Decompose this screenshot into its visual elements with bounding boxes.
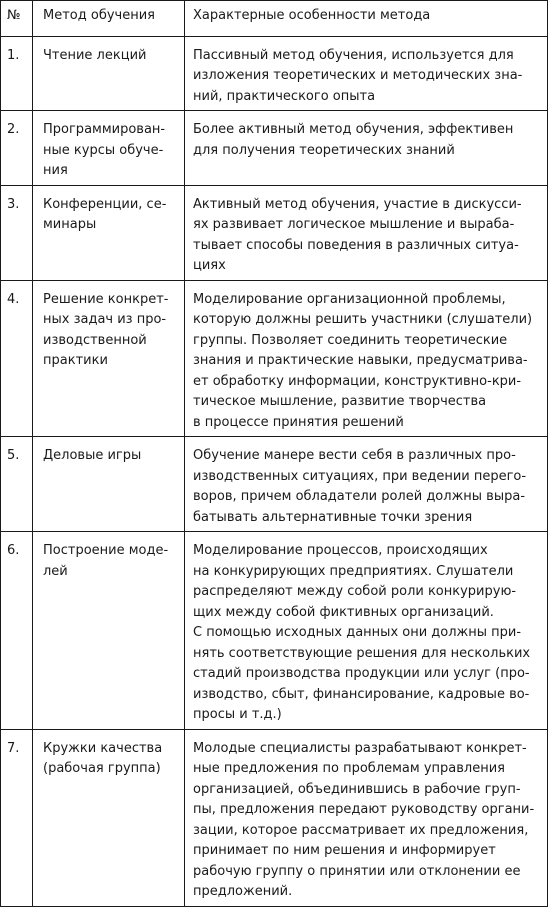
method-features-line: батывать альтернативные точки зрения xyxy=(193,509,473,525)
method-name-line: Построение моде- xyxy=(43,543,169,558)
method-features-line: стадий производства продукции или услуг (про- xyxy=(193,666,530,681)
header-method: Метод обучения xyxy=(33,1,185,37)
header-features: Характерные особенности метода xyxy=(185,1,548,37)
method-features xyxy=(185,280,548,437)
method-features-line: рабочую группу о принятии или отклонении ее xyxy=(193,863,521,879)
method-features-line: ет обработку информации, конструктивно-кри- xyxy=(193,373,522,389)
method-features xyxy=(185,729,548,906)
table-row xyxy=(1,111,548,186)
row-number: 1. xyxy=(1,36,33,111)
row-number: 2. xyxy=(1,111,33,186)
method-features-line: ях развивает логическое мышление и выраба- xyxy=(193,217,515,232)
method-features xyxy=(185,36,548,111)
method-features-line: зации, которое рассматривает их предложения, xyxy=(193,822,529,838)
method-features-line: воров, причем обладатели ролей должны выра- xyxy=(193,489,526,504)
method-name xyxy=(33,280,185,437)
method-name-line: Решение конкрет- xyxy=(43,291,169,307)
method-name xyxy=(33,111,185,186)
row-number: 6. xyxy=(1,532,33,730)
method-features-line: предложений. xyxy=(193,884,293,899)
row-number: 4. xyxy=(1,280,33,437)
method-name xyxy=(33,185,185,280)
method-features-line: просы и т.д.) xyxy=(193,707,282,722)
table-row xyxy=(1,185,548,280)
method-features-line: Более активный метод обучения, эффективен xyxy=(193,122,514,137)
method-name-line: ных задач из про- xyxy=(43,312,167,327)
method-name-line: ные курсы обуче- xyxy=(43,142,164,158)
table-row xyxy=(1,729,548,906)
method-features-line: пы, предложения передают руководству органи- xyxy=(193,802,535,817)
method-name-line: (рабочая группа) xyxy=(43,761,161,776)
method-features-line: ные предложения по проблемам управления xyxy=(193,761,505,776)
method-name-line: Программирован- xyxy=(43,122,166,137)
method-name xyxy=(33,36,185,111)
method-features-line: принимает по ним решения и информирует xyxy=(193,843,496,858)
table-body xyxy=(1,36,548,906)
method-name-line: Кружки качества xyxy=(43,740,163,756)
method-features-line: Моделирование процессов, происходящих xyxy=(193,543,488,558)
row-number: 7. xyxy=(1,729,33,906)
method-name xyxy=(33,729,185,906)
method-features-line: Активный метод обучения, участие в дискусси- xyxy=(193,196,522,212)
table-row xyxy=(1,280,548,437)
table-row xyxy=(1,532,548,730)
method-features-line: циях xyxy=(193,258,226,273)
method-features-line: распределяют между собой роли конкурирую- xyxy=(193,584,517,599)
method-name-line: практики xyxy=(43,353,108,368)
method-features-line: изводственных ситуациях, при ведении перего- xyxy=(193,468,527,484)
method-features-line: изложения теоретических и методических зна- xyxy=(193,68,523,83)
method-features-line: в процессе принятия решений xyxy=(193,414,404,430)
method-name xyxy=(33,437,185,532)
method-features xyxy=(185,185,548,280)
method-name-line: изводственной xyxy=(43,332,147,348)
method-features-line: тическое мышление, развитие творчества xyxy=(193,394,487,409)
method-features-line: щих между собой фиктивных организаций. xyxy=(193,604,494,620)
method-name xyxy=(33,532,185,730)
method-name-line: Чтение лекций xyxy=(43,47,147,63)
method-features-line: изводство, сбыт, финансирование, кадровые во- xyxy=(193,686,530,702)
method-features-line: Моделирование организационной проблемы, xyxy=(193,291,506,307)
table-row xyxy=(1,36,548,111)
method-name-line: минары xyxy=(43,217,97,232)
method-features-line: знания и практические навыки, предусматрива- xyxy=(193,353,528,368)
method-features xyxy=(185,111,548,186)
method-features-line: тывает способы поведения в различных ситуа- xyxy=(193,237,519,253)
method-name-line: Конференции, се- xyxy=(43,196,167,212)
method-features-line: которую должны решить участники (слушатели) xyxy=(193,312,533,327)
method-features-line: Пассивный метод обучения, используется для xyxy=(193,47,514,63)
method-name-line: ния xyxy=(43,163,68,178)
row-number: 5. xyxy=(1,437,33,532)
method-features-line: Молодые специалисты разрабатывают конкрет- xyxy=(193,740,527,756)
header-number: № xyxy=(1,1,33,37)
method-features-line: на конкурирующих предприятиях. Слушатели xyxy=(193,563,514,579)
method-name-line: лей xyxy=(43,563,68,579)
method-features-line: Обучение манере вести себя в различных про- xyxy=(193,448,516,463)
method-name-line: Деловые игры xyxy=(43,448,142,463)
method-features-line: для получения теоретических знаний xyxy=(193,142,455,158)
table-header-row xyxy=(1,1,548,37)
method-features-line: организацией, объединившись в рабочие груп- xyxy=(193,781,521,797)
row-number: 3. xyxy=(1,185,33,280)
method-features xyxy=(185,532,548,730)
table-row xyxy=(1,437,548,532)
method-features-line: нять соответствующие решения для нескольких xyxy=(193,645,531,661)
method-features-line: ний, практического опыта xyxy=(193,88,376,104)
method-features-line: С помощью исходных данных они должны при- xyxy=(193,625,522,640)
method-features xyxy=(185,437,548,532)
method-features-line: группы. Позволяет соединить теоретические xyxy=(193,332,508,348)
